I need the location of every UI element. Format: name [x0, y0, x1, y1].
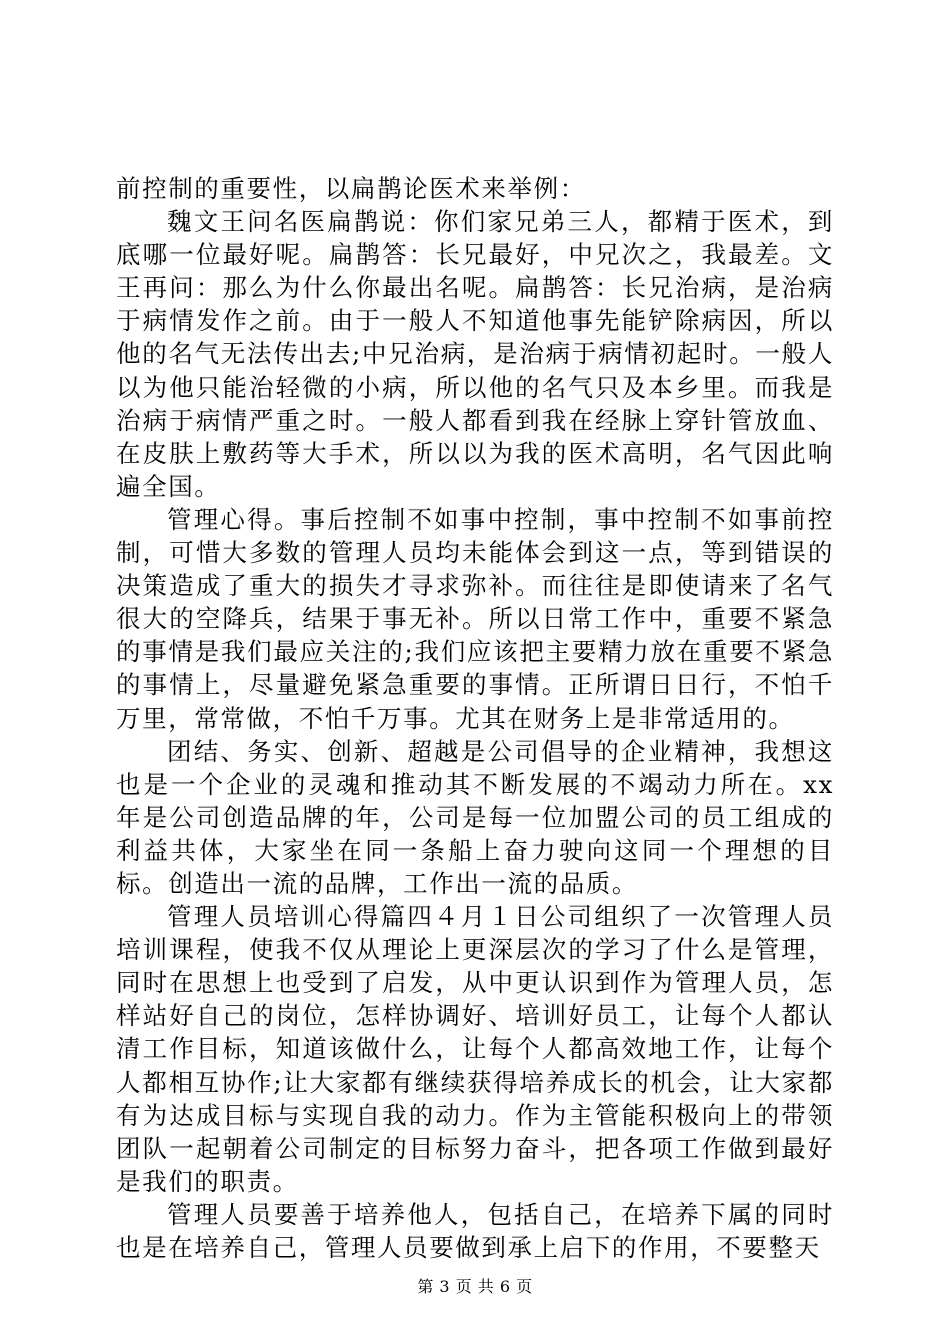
document-body — [116, 172, 834, 1264]
paragraph-continuation: 前控制的重要性，以扁鹊论医术来举例： — [116, 174, 586, 203]
paragraph-company-spirit: 团结、务实、创新、超越是公司倡导的企业精神，我想这也是一个企业的灵魂和推动其不断发展的不竭动力所在。xx 年是公司创造品牌的年，公司是每一位加盟公司的员工组成的利益共体，大家坐在同一条船上奋力驶向这同一个理想的目标。创造出一流的品牌，工作出一流的品质。 — [116, 736, 834, 898]
page-number-footer: 第 3 页 共 6 页 — [417, 1277, 533, 1296]
paragraph-management-insight: 管理心得。事后控制不如事中控制，事中控制不如事前控制，可惜大多数的管理人员均未能体会到这一点，等到错误的决策造成了重大的损失才寻求弥补。而往往是即使请来了名气很大的空降兵，结果于事无补。所以日常工作中，重要不紧急的事情是我们最应关注的;我们应该把主要精力放在重要不紧急的事情上，尽量避免紧急重要的事情。正所谓日日行，不怕千万里，常常做，不怕千万事。尤其在财务上是非常适用的。 — [116, 504, 834, 733]
paragraph-cultivate-others: 管理人员要善于培养他人，包括自己，在培养下属的同时也是在培养自己，管理人员要做到承上启下的作用，不要整天 — [116, 1199, 834, 1262]
paragraph-training-experience: 管理人员培训心得篇四４月１日公司组织了一次管理人员培训课程，使我不仅从理论上更深层次的学习了什么是管理，同时在思想上也受到了启发，从中更认识到作为管理人员，怎样站好自己的岗位，怎样协调好、培训好员工，让每个人都认清工作目标，知道该做什么，让每个人都高效地工作，让每个人都相互协作;让大家都有继续获得培养成长的机会，让大家都有为达成目标与实现自我的动力。作为主管能积极向上的带领团队一起朝着公司制定的目标努力奋斗，把各项工作做到最好是我们的职责。 — [116, 902, 834, 1196]
paragraph-bianque-story: 魏文王问名医扁鹊说：你们家兄弟三人，都精于医术，到底哪一位最好呢。扁鹊答：长兄最好，中兄次之，我最差。文王再问：那么为什么你最出名呢。扁鹊答：长兄治病，是治病于病情发作之前。由于一般人不知道他事先能铲除病因，所以他的名气无法传出去;中兄治病，是治病于病情初起时。一般人以为他只能治轻微的小病，所以他的名气只及本乡里。而我是治病于病情严重之时。一般人都看到我在经脉上穿针管放血、在皮肤上敷药等大手术，所以以为我的医术高明，名气因此响遍全国。 — [116, 207, 834, 501]
